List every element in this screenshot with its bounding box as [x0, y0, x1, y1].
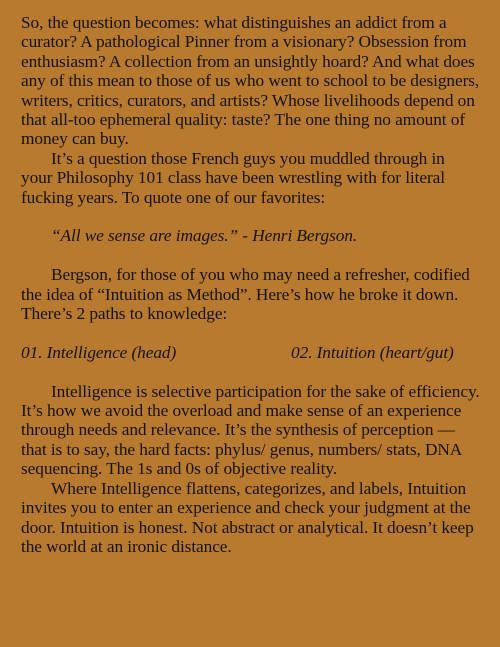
- paragraph-intuition-method: Bergson, for those of you who may need a refresher, codified the idea of “Intuition as Method”. Here’s how he broke it down. There’s 2 paths to knowledge:: [21, 265, 470, 324]
- knowledge-paths: [21, 343, 480, 362]
- paragraph-intelligence: Intelligence is selective participation for the sake of efficiency. It’s how we avoid the overload and make sense of an experience through needs and relevance. It’s the synthesis of perception — that is to say, the hard facts: phylus/ genus, numbers/ stats, DNA sequencing. The 1s and 0s of objective reality.: [21, 381, 480, 479]
- path-intuition: 02. Intuition (heart/gut): [291, 342, 454, 362]
- paragraph-french-philosophers: It’s a question those French guys you muddled through in your Philosophy 101 class have been wrestling with for literal fucking years. To quote one of our favorites:: [21, 148, 445, 207]
- paragraph-question: So, the question becomes: what distinguishes an addict from a curator? A pathological Pinner from a visionary? Obsession from enthusiasm? A collection from an unsightly hoard? And what does any of this mean to those of us who went to school to be designers, writers, critics, curators, and artists? Whose livelihoods depend on that all-too ephemeral quality: taste? The one thing no amount of money can buy.: [21, 13, 480, 149]
- path-intelligence: 01. Intelligence (head): [21, 342, 177, 362]
- paragraph-intuition: Where Intelligence flattens, categorizes, and labels, Intuition invites you to enter an experience and check your judgment at the door. Intuition is honest. Not abstract or analytical. It doesn’t keep the world at an ironic distance.: [21, 478, 474, 556]
- bergson-quote: “All we sense are images.” - Henri Bergson.: [51, 226, 358, 246]
